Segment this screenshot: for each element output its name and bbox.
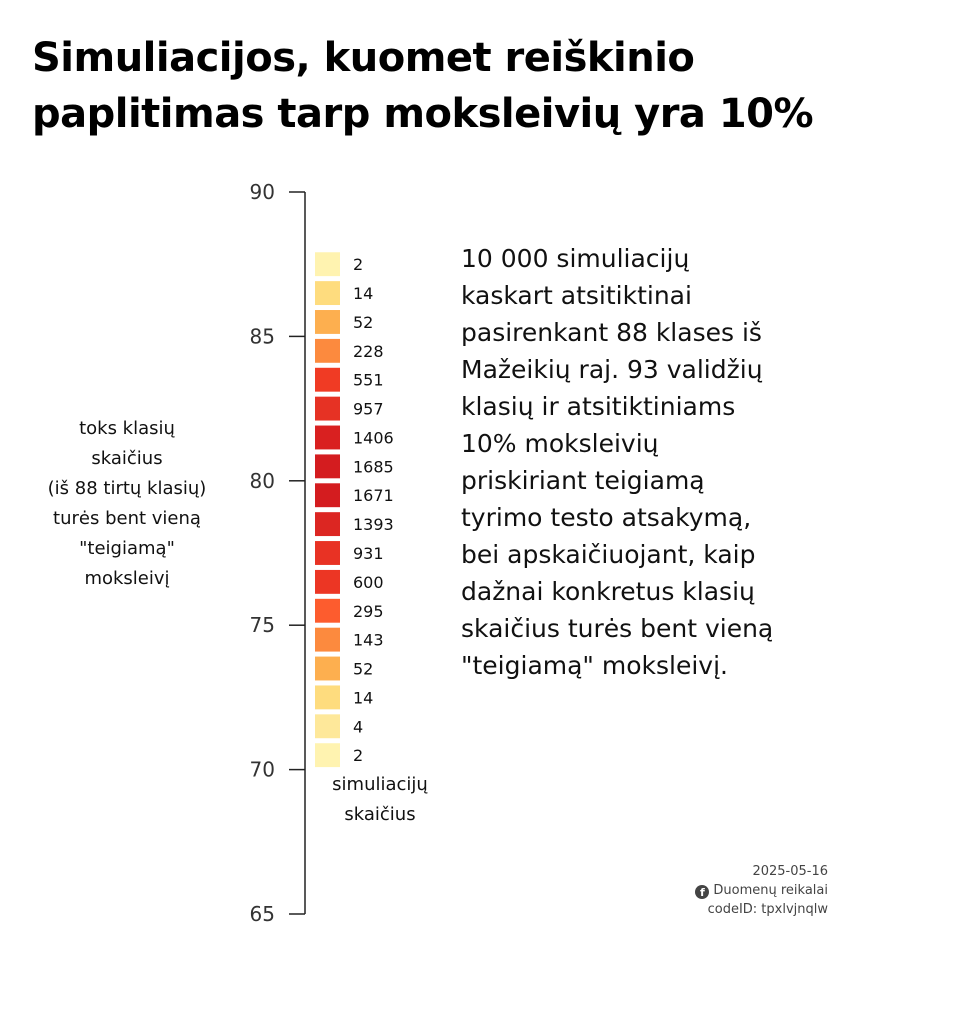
y-axis-label-line: skaičius xyxy=(91,448,163,469)
facebook-icon: f xyxy=(695,885,709,899)
footer-code: codeID: tpxlvjnqlw xyxy=(707,902,828,917)
y-tick-label: 90 xyxy=(249,180,275,204)
footer xyxy=(695,862,828,919)
data-label: 228 xyxy=(353,341,384,361)
heatmap-cell xyxy=(315,483,340,507)
x-axis-label xyxy=(300,770,460,830)
description-text xyxy=(461,240,901,684)
heatmap-cell xyxy=(315,628,340,652)
y-axis-label-line: (iš 88 tirtų klasių) xyxy=(47,478,207,499)
description-line: tyrimo testo atsakymą, xyxy=(461,503,752,532)
y-axis-label-line: toks klasių xyxy=(79,418,175,439)
heatmap-cell xyxy=(315,339,340,363)
y-axis-label-line: moksleivį xyxy=(84,568,170,589)
data-label: 1685 xyxy=(353,457,394,477)
footer-source-line xyxy=(695,881,828,900)
heatmap-cell xyxy=(315,570,340,594)
y-tick-label: 80 xyxy=(249,468,275,493)
heatmap-cell xyxy=(315,541,340,565)
y-tick-label: 65 xyxy=(249,902,275,926)
data-label: 295 xyxy=(353,601,384,621)
heatmap-cell xyxy=(315,512,340,536)
heatmap-cell xyxy=(315,281,340,305)
data-label: 14 xyxy=(353,284,374,304)
description-line: 10% moksleivių xyxy=(461,429,659,458)
heatmap-cell xyxy=(315,685,340,709)
description-line: "teigiamą" moksleivį. xyxy=(461,651,728,680)
y-axis-label-line: turės bent vieną xyxy=(53,508,201,529)
data-label: 551 xyxy=(353,370,384,390)
description-line: pasirenkant 88 klases iš xyxy=(461,318,762,347)
description-line: kaskart atsitiktinai xyxy=(461,281,692,310)
y-tick-label: 70 xyxy=(249,757,275,782)
heatmap-cell xyxy=(315,252,340,276)
y-axis-label xyxy=(14,414,240,594)
description-line: priskiriant teigiamą xyxy=(461,466,705,495)
x-axis-label-line: skaičius xyxy=(344,804,416,825)
heatmap-cell xyxy=(315,714,340,738)
heatmap-cell xyxy=(315,310,340,334)
y-tick-label: 75 xyxy=(249,613,275,638)
heatmap-cell xyxy=(315,657,340,681)
x-axis-label-line: simuliacijų xyxy=(332,774,428,795)
data-label: 1393 xyxy=(353,515,394,535)
data-label: 143 xyxy=(353,630,384,650)
y-axis xyxy=(250,180,305,926)
heatmap-cells xyxy=(315,252,394,767)
data-label: 600 xyxy=(353,572,384,592)
data-label: 957 xyxy=(353,399,384,419)
data-label: 1406 xyxy=(353,428,394,448)
data-label: 931 xyxy=(353,544,384,563)
heatmap-cell xyxy=(315,743,340,767)
heatmap-cell xyxy=(315,426,340,450)
heatmap-cell xyxy=(315,397,340,421)
description-line: Mažeikių raj. 93 validžių xyxy=(461,355,763,384)
footer-date: 2025-05-16 xyxy=(752,864,828,879)
data-label: 1671 xyxy=(353,486,394,506)
description-line: bei apskaičiuojant, kaip xyxy=(461,540,756,569)
heatmap-cell xyxy=(315,599,340,623)
data-label: 52 xyxy=(353,659,374,679)
data-label: 4 xyxy=(353,717,364,737)
footer-source: Duomenų reikalai xyxy=(713,883,828,898)
data-label: 14 xyxy=(353,688,374,708)
description-line: 10 000 simuliacijų xyxy=(461,244,690,273)
chart-title: Simuliacijos, kuomet reiškinio paplitimas tarp moksleivių yra 10% xyxy=(32,35,814,137)
heatmap-cell xyxy=(315,454,340,478)
description-line: skaičius turės bent vieną xyxy=(461,614,774,643)
y-axis-label-line: "teigiamą" xyxy=(79,538,175,559)
description-line: dažnai konkretus klasių xyxy=(461,577,755,606)
data-label: 2 xyxy=(353,255,364,275)
data-label: 2 xyxy=(353,746,364,766)
data-label: 52 xyxy=(353,312,374,332)
description-line: klasių ir atsitiktiniams xyxy=(461,392,736,421)
heatmap-cell xyxy=(315,368,340,392)
y-tick-label: 85 xyxy=(249,324,275,349)
